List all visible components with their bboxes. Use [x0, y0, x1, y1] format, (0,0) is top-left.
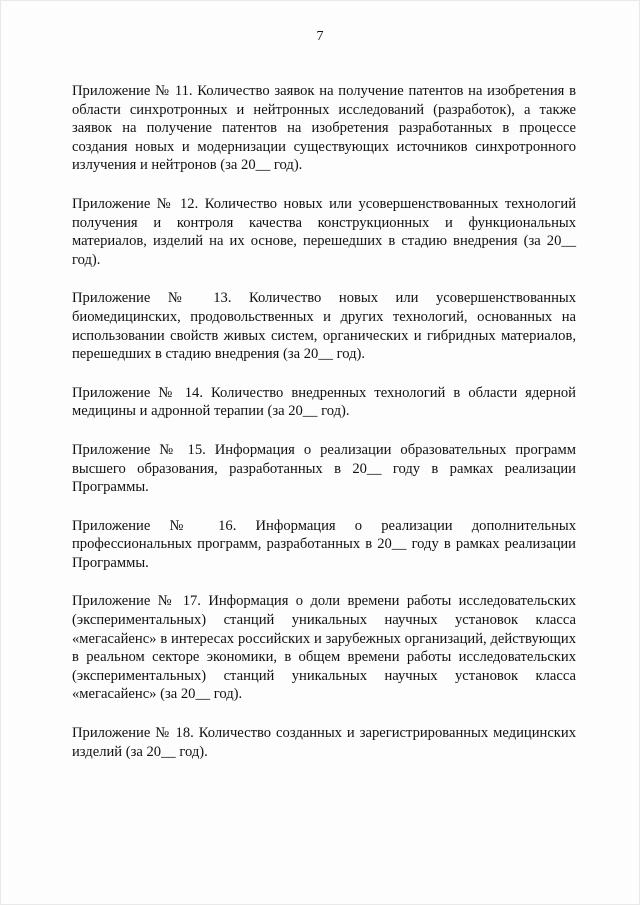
appendix-16-item: Приложение № 16. Информация о реализации дополнительных профессиональных программ, разработанных в 20__ году в рамках реализации Программы. — [72, 517, 576, 571]
appendix-11-item: Приложение № 11. Количество заявок на получение патентов на изобретения в области синхротронных и нейтронных исследований (разработок), а также заявок на получение патентов на изобретения разработанных в процессе создания новых и модернизации существующих источников синхротронного излучения и нейтронов (за 20__ год). — [72, 83, 576, 174]
appendix-list — [72, 82, 576, 781]
appendix-15-item: Приложение № 15. Информация о реализации образовательных программ высшего образования, разработанных в 20__ году в рамках реализации Программы. — [72, 441, 576, 496]
page-number: 7 — [316, 29, 324, 44]
appendix-12-item: Приложение № 12. Количество новых или усовершенствованных технологий получения и контроля качества конструкционных и функциональных материалов, изделий на их основе, перешедших в стадию внедрения (за 20__ год). — [72, 195, 576, 268]
appendix-14-item: Приложение № 14. Количество внедренных технологий в области ядерной медицины и адронной терапии (за 20__ год). — [72, 384, 576, 420]
appendix-13-item: Приложение № 13. Количество новых или усовершенствованных биомедицинских, продовольственных и других технологий, основанных на использовании свойств живых систем, органических и гибридных материалов, перешедших в стадию внедрения (за 20__ год). — [72, 290, 576, 363]
appendix-18-item: Приложение № 18. Количество созданных и зарегистрированных медицинских изделий (за 20__ год). — [72, 725, 576, 760]
appendix-17-item: Приложение № 17. Информация о доли времени работы исследовательских (экспериментальных) станций уникальных научных установок класса «мегасайенс» в интересах российских и зарубежных организаций, действующих в реальном секторе экономики, в общем времени работы исследовательских (экспериментальных) станций уникальных научных установок класса «мегасайенс» (за 20__ год). — [72, 593, 576, 703]
